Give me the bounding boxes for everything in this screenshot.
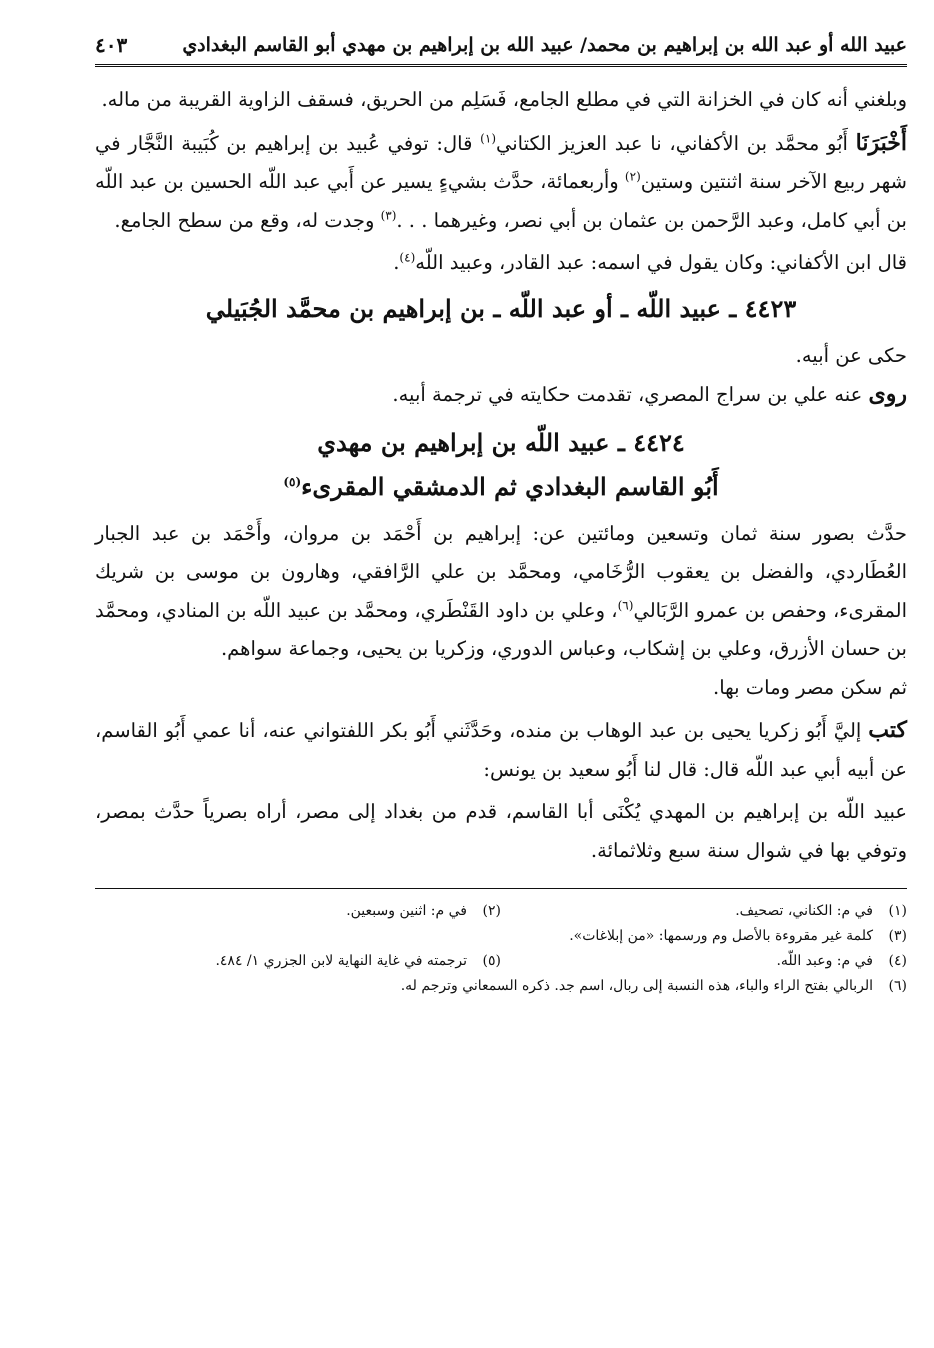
footnote-text: الربالي بفتح الراء والباء، هذه النسبة إلى ربال، اسم جد. ذكره السمعاني وترجم له. — [400, 978, 873, 994]
footnote-3 — [95, 924, 907, 949]
paragraph-text: أَبُو محمَّد بن الأكفاني، نا عبد العزيز الكتاني — [496, 131, 848, 155]
paragraph-2 — [95, 124, 907, 241]
page-body — [95, 81, 907, 999]
entry-title-4423: ٤٤٢٣ ـ عبيد اللّه ـ أو عبد اللّه ـ بن إبراهيم بن محمَّد الجُبَيلي — [205, 293, 797, 323]
footnote-text: في م: اثنين وسبعين. — [346, 903, 467, 919]
paragraph-1 — [95, 81, 907, 120]
footnote-text: في م: وعبد اللّه. — [776, 953, 873, 969]
paragraph-4 — [95, 337, 907, 376]
footnote-4 — [501, 949, 907, 974]
footnote-row — [95, 974, 907, 999]
paragraph-text: إليَّ أَبُو زكريا يحيى بن عبد الوهاب بن منده، وحَدَّثَني أَبُو بكر اللفتواني عنه، أنا عمي أَبُو القاسم، عن أبيه أبي عبد اللّه قال: قال لنا أَبُو سعيد بن يونس: — [95, 719, 907, 781]
footnote-number: (٢) — [482, 903, 501, 919]
entry-title-text: أَبُو القاسم البغدادي ثم الدمشقي المقرىء — [301, 471, 719, 501]
paragraph-3 — [95, 244, 907, 283]
entry-title-line-2 — [95, 465, 907, 509]
paragraph-text: قال ابن الأكفاني: وكان يقول في اسمه: عبد القادر، وعبيد اللّه — [415, 251, 907, 274]
footnote-6 — [95, 974, 907, 999]
footnote-number: (٥) — [482, 953, 501, 969]
footnote-2 — [95, 899, 501, 924]
running-header — [95, 28, 907, 67]
footnote-row — [95, 924, 907, 949]
paragraph-6 — [95, 515, 907, 669]
paragraph-text: وجدت له، وقع من سطح الجامع. — [114, 208, 375, 232]
paragraph-9 — [95, 793, 907, 870]
entry-title-4424 — [95, 421, 907, 509]
footnote-row — [95, 949, 907, 974]
paragraph-8 — [95, 711, 907, 789]
paragraph-text: وأربعمائة، حدَّث بشيءٍ يسير عن أَبي عبد اللّه الحسين بن عبد اللّه بن أبي كامل، وعبد الرَّحمن بن عثمان بن أبي نصر، وغيرهما . . . — [95, 170, 907, 232]
paragraph-text: ، وعلي بن داود القَنْطَري، ومحمَّد بن عبيد اللّه بن المنادي، ومحمَّد بن حسان الأزرق، وعلي بن إشكاب، وعباس الدوري، وزكريا بن يحيى، وجماعة سواهم. — [95, 598, 907, 660]
footnote-text: في م: الكناني، تصحيف. — [735, 903, 873, 919]
page-number: ٤٠٣ — [95, 33, 128, 57]
paragraph-text: حدَّث بصور سنة ثمان وتسعين ومائتين عن: إبراهيم بن أَحْمَد بن مروان، وأَحْمَد بن عبد الجبار العُطَاردي، والفضل بن يعقوب الرُّخَامي، ومحمَّد بن علي الرَّافقي، وهارون بن موسى بن شريك المقرىء، وحفص بن عمرو الرَّبَالي — [95, 521, 907, 622]
lead-word-akhbarana: أَخْبَرَنَا — [855, 129, 907, 156]
lead-word-rawa: روى — [868, 381, 907, 407]
period: . — [393, 251, 400, 274]
entry-title-line-1: ٤٤٢٤ ـ عبيد اللّه بن إبراهيم بن مهدي — [317, 427, 685, 457]
paragraph-5 — [95, 375, 907, 415]
footnote-number: (٣) — [888, 928, 907, 944]
footnote-ref-6: (٦) — [617, 598, 634, 612]
footnote-ref-2: (٢) — [624, 169, 641, 184]
header-title: عبيد الله أو عبد الله بن إبراهيم بن محمد/ عبيد الله بن إبراهيم بن مهدي أبو القاسم البغدادي — [182, 34, 907, 56]
paragraph-text: ثم سكن مصر ومات بها. — [713, 675, 907, 699]
footnote-number: (١) — [888, 903, 907, 919]
book-page — [95, 28, 907, 999]
footnote-ref-1: (١) — [480, 131, 496, 145]
paragraph-text: وبلغني أنه كان في الخزانة التي في مطلع الجامع، فَسَلِم من الحريق، فسقف الزاوية القريبة من ماله. — [101, 88, 907, 111]
footnote-5 — [95, 949, 501, 974]
lead-word-kataba: كتب — [868, 717, 907, 743]
footnote-ref-4: (٤) — [399, 250, 416, 265]
footnote-ref-3: (٣) — [380, 208, 397, 222]
footnote-text: ترجمته في غاية النهاية لابن الجزري ١/ ٤٨٤. — [215, 953, 467, 969]
footnote-number: (٦) — [888, 978, 907, 994]
paragraph-text: حكى عن أبيه. — [795, 343, 907, 367]
paragraph-7 — [95, 669, 907, 708]
paragraph-text: عنه علي بن سراج المصري، تقدمت حكايته في ترجمة أبيه. — [392, 383, 863, 406]
footnote-1 — [501, 899, 907, 924]
paragraph-text: قال: توفي عُبيد بن إبراهيم بن كُبَيبة النَّجَّار في شهر ربيع الآخر سنة اثنتين وستين — [95, 131, 907, 193]
footnotes — [95, 888, 907, 999]
footnote-ref-5: (٥) — [283, 474, 302, 489]
footnote-text: كلمة غير مقروءة بالأصل وم ورسمها: «من إبلاغات». — [569, 928, 873, 944]
paragraph-text: عبيد اللّه بن إبراهيم بن المهدي يُكْنَى أبا القاسم، قدم من بغداد إلى مصر، أراه بصرياً حدَّث بمصر، وتوفي بها في شوال سنة سبع وثلاثمائة. — [95, 800, 907, 862]
footnote-number: (٤) — [888, 953, 907, 969]
footnote-row — [95, 899, 907, 924]
